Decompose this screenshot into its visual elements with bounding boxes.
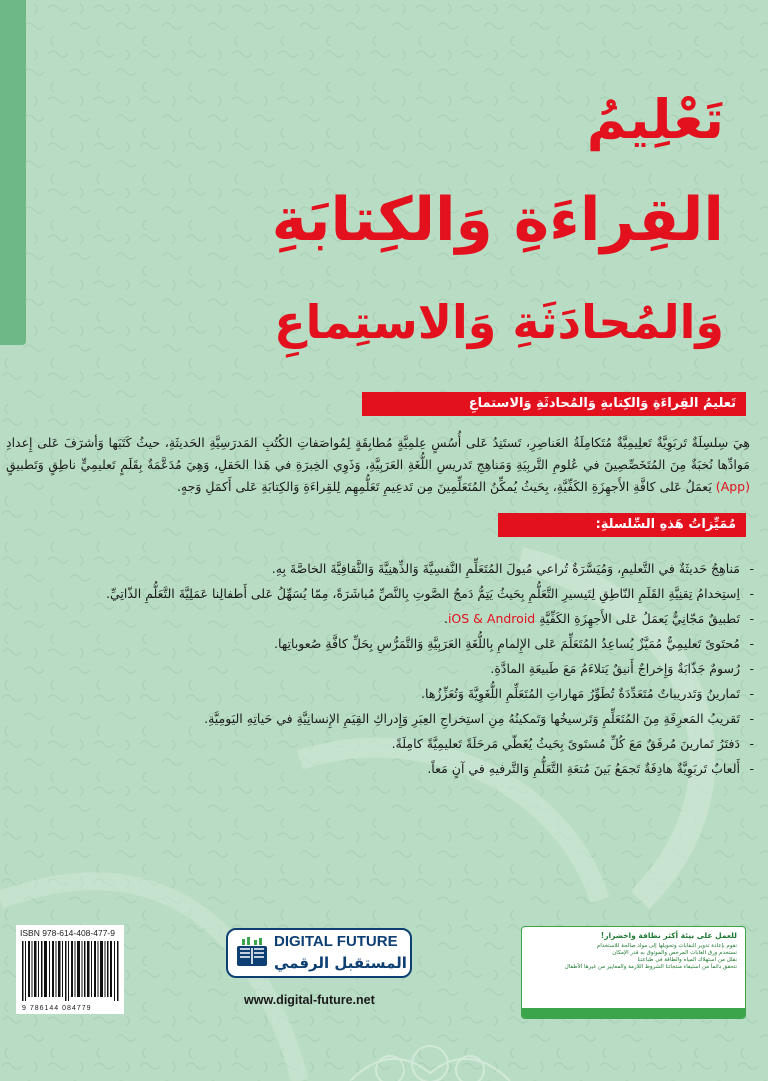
feature-item: - دَفتَرُ تَمارينَ مُرفَقٌ مَعَ كُلِّ مُستَوىً بِحَيثُ يُغَطّي مَرحَلَةً تَعليمِيَّةً كامِلَةً. (14, 731, 754, 756)
section-heading-banner: تَعليمُ القِراءَةِ وَالكِتابةِ وَالمُحادثَةِ وَالاستماعِ (362, 392, 746, 416)
description-part-b: يَعمَلُ عَلى كافَّةِ الأَجهِزَةِ الكَفِّيَّةِ، بِحَيثُ يُمكِّنُ المُتَعَلِّمِينَ مِن تَدعِيمِ تَعَلُّمِهِم لِلقِراءَةِ وَالكِتابَةِ عَلى أَكمَلِ وَجهٍ. (176, 479, 712, 494)
eco-notice-line: نقوم بإعادة تدوير النفايات وتحويلها إلى مواد صالحة للاستخدام (596, 943, 737, 949)
eco-notice-line: نستخدم ورق الغابات المرخص والموثوق به قدر الإمكان (612, 950, 737, 956)
book-icon (234, 936, 270, 972)
feature-item: - اِستِخدامُ تِقنِيَّةِ القَلَمِ النّاطِقِ لِتَيسيرِ التَّعَلُّمِ بِحَيثُ يَتِمُّ دَمجُ الصَّوتِ بِالنَّصِّ مُباشَرَةً، مِمّا يُسَهِّلُ عَلى أَطفالِنا عَمَلِيَّةَ التَّعَلُّمِ الذّاتِيِّ. (14, 581, 754, 606)
cover-title-line1: تَعْلِيمُ (586, 88, 724, 151)
app-label: (App) (715, 479, 750, 494)
cover-title-line2: القِراءَةِ وَالكِتابَةِ (271, 185, 724, 255)
platforms-label: iOS & Android (447, 611, 536, 626)
publisher-website[interactable]: www.digital-future.net (244, 993, 375, 1007)
publisher-logo (226, 928, 412, 978)
publisher-name-en: DIGITAL FUTURE (274, 933, 398, 950)
eco-notice-line: نتحقق دائماً من استيفاء منتجاتنا الشروط اللازمة والمعايير من غيرها الأطفال (564, 964, 737, 970)
side-strip (0, 0, 26, 345)
feature-item: - تَطبيقٌ مَجّانِيٌّ يَعمَلُ عَلى الأَجهِزَةِ الكَفِّيَّةِ iOS & Android. (14, 606, 754, 631)
features-list (14, 556, 754, 781)
feature-item: - تَمارينُ وَتَدريباتٌ مُتَعَدِّدَةٌ تُطَوِّرُ مَهاراتِ المُتَعَلِّمِ اللُّغَوِيَّةَ وَتُعَزِّزُها. (14, 681, 754, 706)
feature-item: - تَقريبُ المَعرِفَةِ مِنَ المُتَعَلِّمِ وَتَرسيخُها وَتَمكينُهُ مِنِ استِخراجِ العِبَرِ وَإِدراكِ القِيَمِ الإِنسانِيَّةِ في حَياتِهِ اليَومِيَّةِ. (14, 706, 754, 731)
eco-notice-heading: للعمل على بيئة أكثر نظافة واخضرار! (600, 931, 737, 940)
description-part-a: هِيَ سِلسِلَةٌ تَربَوِيَّةٌ تَعلِيمِيَّةٌ مُتَكامِلَةُ العَناصِرِ، تَستَنِدُ عَلى أُسُسٍ عِلمِيَّةٍ مُطابِقَةٍ لِمُواصَفاتِ الكُتُبِ المَدرَسِيَّةِ الحَديثَةِ، حيثُ كَتَبَها وَأشرَفَ عَلى إِعدادِ مَوادِّها نُخبَةٌ مِنَ المُتَخَصِّصِينَ في عُلومِ التَّربِيَةِ وَمَناهِجِ تَدريسِ اللُّغَةِ العَرَبِيَّةِ، وَذَوِي الخِبرَةِ في هَذا الحَقلِ، وَهِيَ مُدَعَّمَةٌ بِقَلَمٍ تَعليمِيٍّ ناطِقٍ وَتَطبيقٍ (6, 435, 750, 472)
cover-title-line3: وَالمُحادَثَةِ وَالاستِماعِ (274, 295, 724, 349)
isbn-barcode-block (16, 925, 124, 1014)
feature-item: - مُحتَوىً تَعليمِيٌّ مُمَيَّزٌ يُساعِدُ المُتَعَلِّمَ عَلى الإِلمامِ بِاللُّغَةِ العَرَبِيَّةِ وَالتَّمَرُّسِ بِحَلِّ كافَّةِ صُعوباتِها. (14, 631, 754, 656)
feature-app-text: تَطبيقٌ مَجّانِيٌّ يَعمَلُ عَلى الأَجهِزَةِ الكَفِّيَّةِ (539, 611, 740, 626)
feature-item: - مَناهِجُ حَديثَةٌ في التَّعليمِ، وَمُيَسَّرَةٌ تُراعي مُيولَ المُتَعَلِّمِ النَّفسِيَّةَ وَالذِّهنِيَّةَ وَالثَّقافِيَّةَ الخاصَّةَ بِهِ. (14, 556, 754, 581)
eco-notice-line: نقلل من استهلاك المياه والطاقة في طباعتنا (637, 957, 737, 963)
publisher-name-ar: المستقبل الرقمي (274, 954, 407, 972)
eco-notice-box (521, 926, 746, 1019)
barcode-graphic (20, 941, 120, 1007)
series-description (6, 432, 750, 498)
eco-notice-bar (522, 1008, 745, 1018)
features-heading-banner: مُمَيِّزاتُ هَذهِ السِّلسلةِ: (498, 513, 746, 537)
isbn-label: ISBN 978-614-408-477-9 (20, 928, 115, 938)
barcode-digits: 9 786144 084779 (22, 1005, 92, 1012)
feature-item: - رُسومٌ جَذّابَةٌ وَإِخراجٌ أَنيقٌ يَتلاءَمُ مَعَ طَبيعَةِ المادَّةِ. (14, 656, 754, 681)
feature-item: - أَلعابٌ تَربَوِيَّةٌ هادِفَةٌ تَجمَعُ بَينَ مُتعَةِ التَّعَلُّمِ وَالتَّرفيهِ في آنٍ مَعاً. (14, 756, 754, 781)
